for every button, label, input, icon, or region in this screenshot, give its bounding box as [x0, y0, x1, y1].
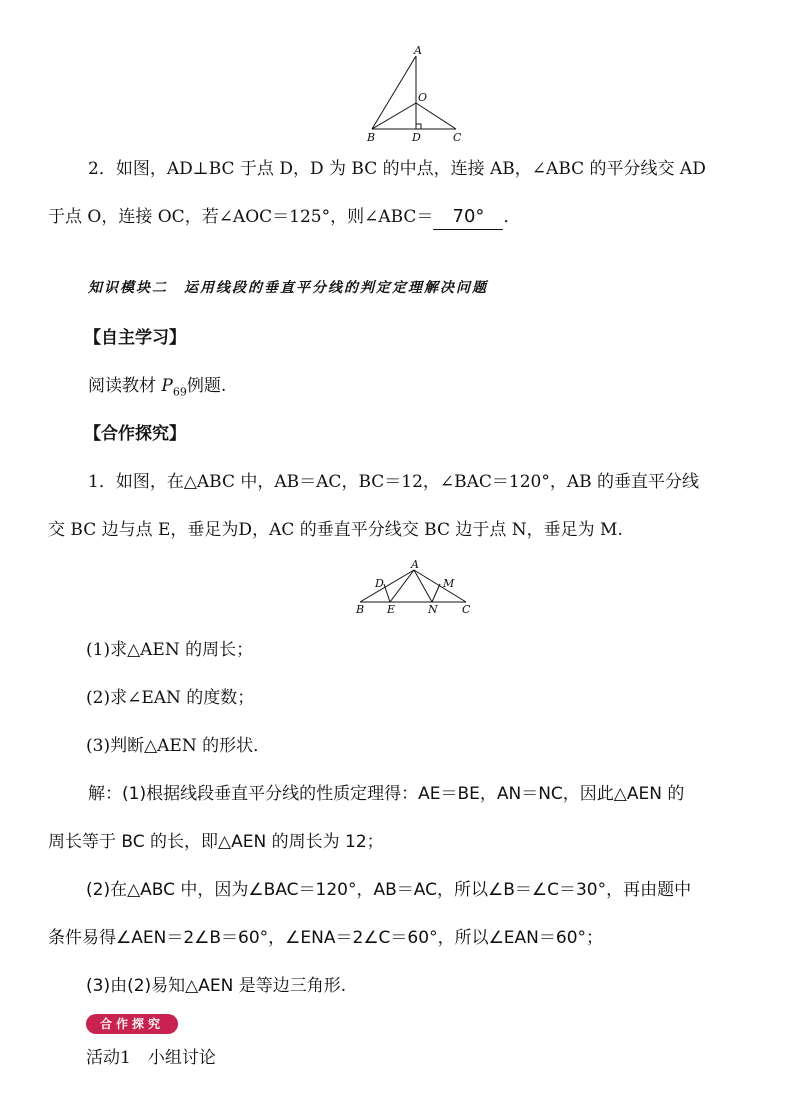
page-ref: P: [161, 376, 173, 396]
label-c2: C: [462, 603, 471, 616]
self-study-pre: 阅读教材: [88, 376, 162, 396]
solution-2-line-1: (2)在△ABC 中，因为∠BAC＝120°，AB＝AC，所以∠B＝∠C＝30°，再由题中: [86, 880, 692, 900]
label-e: E: [387, 603, 396, 616]
solution-1-line-2: 周长等于 BC 的长，即△AEN 的周长为 12；: [48, 832, 384, 852]
sub-question-3: (3)判断△AEN 的形状．: [86, 736, 271, 756]
badge-label: 合作探究: [86, 1014, 178, 1034]
label-o: O: [418, 91, 428, 104]
label-n: N: [428, 603, 438, 616]
solution-2-line-2: 条件易得∠AEN＝2∠B＝60°，∠ENA＝2∠C＝60°，所以∠EAN＝60°；: [48, 928, 604, 948]
solution-1-line-1: 解：(1)根据线段垂直平分线的性质定理得：AE＝BE，AN＝NC，因此△AEN 的: [88, 784, 685, 804]
cooperative-heading: 【合作探究】: [84, 424, 186, 444]
sub-question-2: (2)求∠EAN 的度数；: [86, 688, 255, 708]
label-m: M: [443, 577, 455, 590]
answer-blank: 70°: [433, 205, 503, 230]
self-study-post: 例题.: [186, 376, 227, 396]
question-line-1: 1．如图，在△ABC 中，AB＝AC，BC＝12，∠BAC＝120°，AB 的垂直平分线: [88, 472, 700, 492]
sub-question-1: (1)求△AEN 的周长；: [86, 640, 254, 660]
cooperative-badge: [86, 1013, 178, 1034]
figure-triangle-abc: [360, 44, 470, 144]
figure-triangle-aen: [352, 560, 476, 616]
module-title: 知识模块二 运用线段的垂直平分线的判定定理解决问题: [88, 280, 488, 296]
label-a: A: [414, 44, 422, 57]
activity-title: 活动1 小组讨论: [86, 1048, 216, 1068]
problem-2-line-1: 2．如图，AD⊥BC 于点 D，D 为 BC 的中点，连接 AB，∠ABC 的平分线交 AD: [88, 159, 706, 179]
self-study-text: [88, 374, 226, 404]
solution-3: (3)由(2)易知△AEN 是等边三角形.: [86, 976, 347, 996]
problem-2-end: ．: [503, 207, 521, 227]
label-b2: B: [356, 603, 365, 616]
question-line-2: 交 BC 边与点 E，垂足为D，AC 的垂直平分线交 BC 边于点 N，垂足为 M.: [48, 520, 623, 540]
label-d: D: [412, 131, 421, 144]
problem-2-text: 于点 O，连接 OC，若∠AOC＝125°，则∠ABC＝: [48, 207, 434, 227]
label-b: B: [367, 131, 376, 144]
label-c: C: [453, 131, 462, 144]
label-d2: D: [375, 577, 384, 590]
problem-2-line-2: [48, 205, 520, 230]
page-sub: 69: [172, 385, 187, 399]
self-study-heading: 【自主学习】: [84, 328, 186, 348]
label-a2: A: [411, 560, 419, 571]
